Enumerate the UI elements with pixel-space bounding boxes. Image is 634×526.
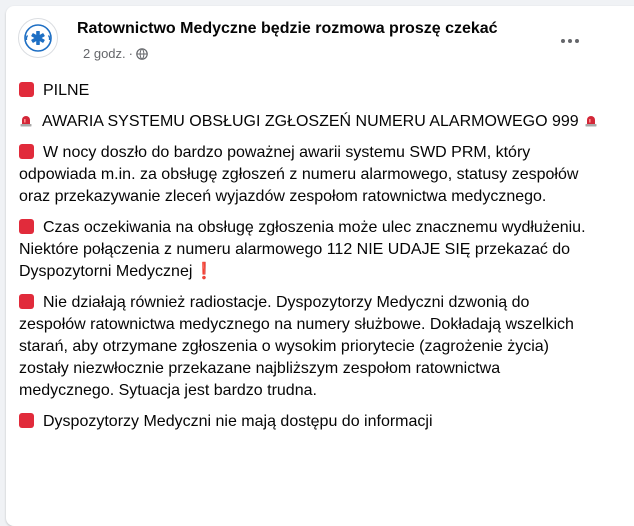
post-card [6, 6, 634, 526]
red-square-icon [19, 82, 34, 97]
paragraph-text: Dyspozytorzy Medyczni nie mają dostępu do informacji [43, 413, 433, 430]
meta-separator: · [128, 46, 133, 61]
siren-icon [584, 113, 598, 127]
post-paragraph [19, 292, 599, 402]
post-timestamp[interactable]: 2 godz. [83, 46, 126, 61]
red-square-icon [19, 413, 34, 428]
post-meta [83, 46, 148, 61]
paragraph-text: W nocy doszło do bardzo poważnej awarii systemu SWD PRM, który odpowiada m.in. za obsługę zgłoszeń z numeru alarmowego, statusy zespołów oraz przekazywanie zleceń wyjazdów zespołom ratownictwa medycznego. [19, 144, 579, 205]
siren-icon [19, 113, 33, 127]
red-square-icon [19, 219, 34, 234]
page-avatar[interactable] [18, 18, 58, 58]
paragraph-text: PILNE [43, 82, 90, 99]
red-square-icon [19, 144, 34, 159]
red-exclamation-icon: ❗ [194, 263, 215, 280]
paragraph-text: Czas oczekiwania na obsługę zgłoszenia może ulec znacznemu wydłużeniu. Niektóre połączenia z numeru alarmowego 112 NIE UDAJE SIĘ przekazać do Dyspozytorni Medycznej [19, 219, 586, 280]
post-paragraph [19, 111, 599, 133]
star-of-life-logo-icon [23, 23, 53, 53]
paragraph-text: AWARIA SYSTEMU OBSŁUGI ZGŁOSZEŃ NUMERU ALARMOWEGO 999 [42, 113, 579, 130]
post-header [6, 6, 634, 78]
more-options-icon [561, 39, 565, 43]
paragraph-text: Nie działają również radiostacje. Dyspozytorzy Medyczni dzwonią do zespołów ratownictwa medycznego na numery służbowe. Dokładają wszelkich starań, aby otrzymane zgłoszenia o wysokim priorytecie (zagrożenie życia) zostały niezwłocznie przekazane najbliższym zespołom ratownictwa medycznego. Sytuacja jest bardzo trudna. [19, 294, 574, 399]
page-name-link[interactable]: Ratownictwo Medyczne będzie rozmowa proszę czekać [77, 20, 498, 37]
more-options-button[interactable] [552, 28, 588, 54]
post-paragraph [19, 142, 599, 208]
red-square-icon [19, 294, 34, 309]
post-paragraph [19, 411, 599, 433]
post-paragraph [19, 80, 599, 102]
globe-icon[interactable] [136, 48, 148, 60]
post-paragraph [19, 217, 599, 283]
post-body [19, 80, 599, 442]
